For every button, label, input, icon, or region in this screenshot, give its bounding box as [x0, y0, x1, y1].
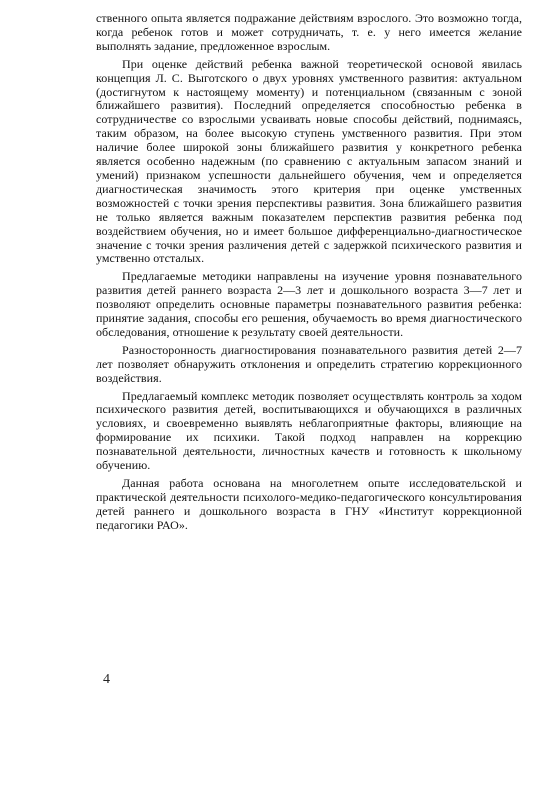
paragraph-continuation: ственного опыта является подражание действиям взрослого. Это возможно тогда, когда ребенок готов и может сотрудничать, т. е. у него имеется желание выполнять задание, предложенное взрослым. — [96, 11, 522, 53]
paragraph-methods-complex: Предлагаемый комплекс методик позволяет осуществлять контроль за ходом психического развития детей, воспитывающихся и обучающихся в различных условиях, и своевременно выявлять неблагоприятные факторы, влияющие на формирование их психики. Такой подход направлен на коррекцию познавательной деятельности, личностных качеств и готовность к школьному обучению. — [96, 388, 522, 473]
paragraph-vygotsky-concept: При оценке действий ребенка важной теоретической основой явилась концепция Л. С. Выготского о двух уровнях умственного развития: актуальном (достигнутом к настоящему моменту) и потенциальном (связанным с зоной ближайшего развития). Последний определяется способностью ребенка в сотрудничестве со взрослыми усваивать новые способы действий, поднимаясь, таким образом, на более высокую ступень умственного развития. При этом наличие более широкой зоны ближайшего развития у конкретного ребенка является особенно надежным (по сравнению с актуальным запасом знаний и умений) признаком успешности дальнейшего обучения, чем и определяется диагностическая значимость этого критерия при оценке умственных возможностей с точки зрения перспективы развития. Зона ближайшего развития не только является важным показателем перспектив развития ребенка под воздействием обучения, но и имеет большое дифференциально-диагностическое значение с точки зрения различения детей с задержкой психического развития и умственно отсталых. — [96, 56, 522, 266]
paragraph-methods-purpose: Предлагаемые методики направлены на изучение уровня познавательного развития детей раннего возраста 2—3 лет и дошкольного возраста 3—7 лет и позволяют определить основные параметры познавательного развития ребенка: принятие задания, способы его решения, обучаемость во время диагностического обследования, отношение к результату своей деятельности. — [96, 269, 522, 339]
page-number: 4 — [103, 672, 110, 687]
paragraph-diagnostic-versatility: Разносторонность диагностирования познавательного развития детей 2—7 лет позволяет обнаружить отклонения и определить стратегию коррекционного воздействия. — [96, 342, 522, 385]
body-text — [96, 12, 522, 533]
paragraph-work-basis: Данная работа основана на многолетнем опыте исследовательской и практической деятельности психолого-медико-педагогического консультирования детей раннего и дошкольного возраста в ГНУ «Институт коррекционной педагогики РАО». — [96, 476, 522, 532]
